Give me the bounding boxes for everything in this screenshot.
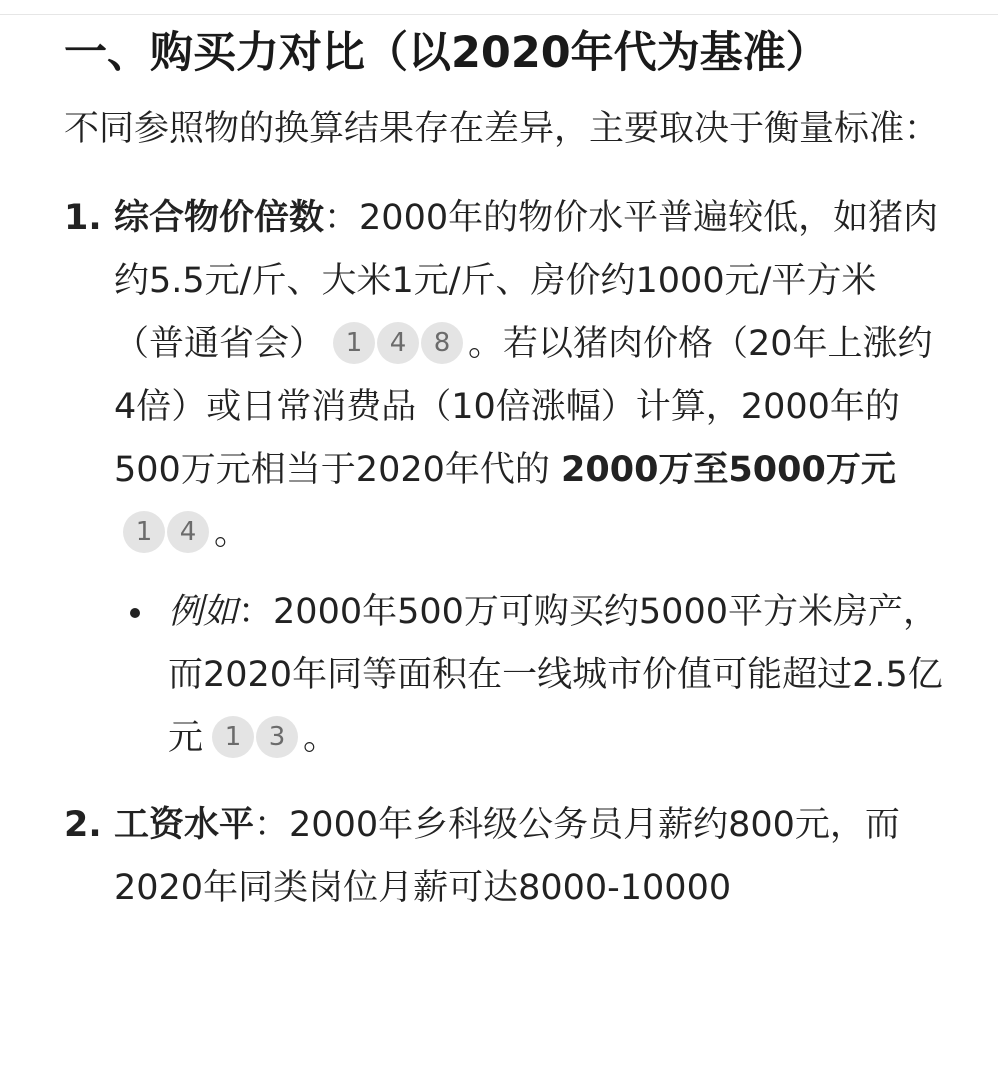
example-label: 例如 xyxy=(168,592,239,632)
example-text: 2000年500万可购买约5000平方米房产，而2020年同等面积在一线城市价值可能超过2.5亿元 xyxy=(168,592,943,758)
item-title: 工资水平 xyxy=(114,805,255,845)
section-heading: 一、购买力对比（以2020年代为基准） xyxy=(64,28,829,78)
intro-paragraph: 不同参照物的换算结果存在差异，主要取决于衡量标准： xyxy=(64,109,940,149)
citation-group xyxy=(211,718,299,758)
item-title: 综合物价倍数 xyxy=(114,198,325,238)
bullet-item-example xyxy=(114,581,944,770)
bullet-list xyxy=(114,581,944,770)
item-text: 。若以猪肉价格（20年上涨约4倍）或日常消费品（10倍涨幅）计算，2000年的500万元相当于2020年代的 xyxy=(114,324,933,490)
citation-badge[interactable]: 1 xyxy=(123,511,165,553)
example-separator: ： xyxy=(238,592,274,632)
citation-badge[interactable]: 4 xyxy=(167,511,209,553)
list-number: 1. xyxy=(64,198,102,238)
item-separator: ： xyxy=(254,805,290,845)
citation-badge[interactable]: 1 xyxy=(333,322,375,364)
list-item-wage-level xyxy=(64,794,944,920)
citation-badge[interactable]: 3 xyxy=(256,716,298,758)
article xyxy=(64,18,944,920)
ordered-list xyxy=(64,187,944,920)
item-separator: ： xyxy=(324,198,360,238)
citation-group xyxy=(122,513,210,553)
bullet-dot xyxy=(130,608,140,618)
citation-badge[interactable]: 1 xyxy=(212,716,254,758)
citation-badge[interactable]: 8 xyxy=(421,322,463,364)
list-number: 2. xyxy=(64,805,102,845)
item-text: 2000年乡科级公务员月薪约800元，而2020年同类岗位月薪可达8000-10000 xyxy=(114,805,900,908)
citation-group xyxy=(332,324,464,364)
top-divider xyxy=(0,14,998,15)
item-text: 2000年的物价水平普遍较低，如猪肉约5.5元/斤、大米1元/斤、房价约1000元/平方米（普通省会） xyxy=(114,198,939,364)
citation-badge[interactable]: 4 xyxy=(377,322,419,364)
example-end-punct: 。 xyxy=(303,718,339,758)
item-end-punct: 。 xyxy=(214,513,250,553)
list-item-price-multiple xyxy=(64,187,944,770)
highlight-amount: 2000万至5000万元 xyxy=(561,450,896,490)
